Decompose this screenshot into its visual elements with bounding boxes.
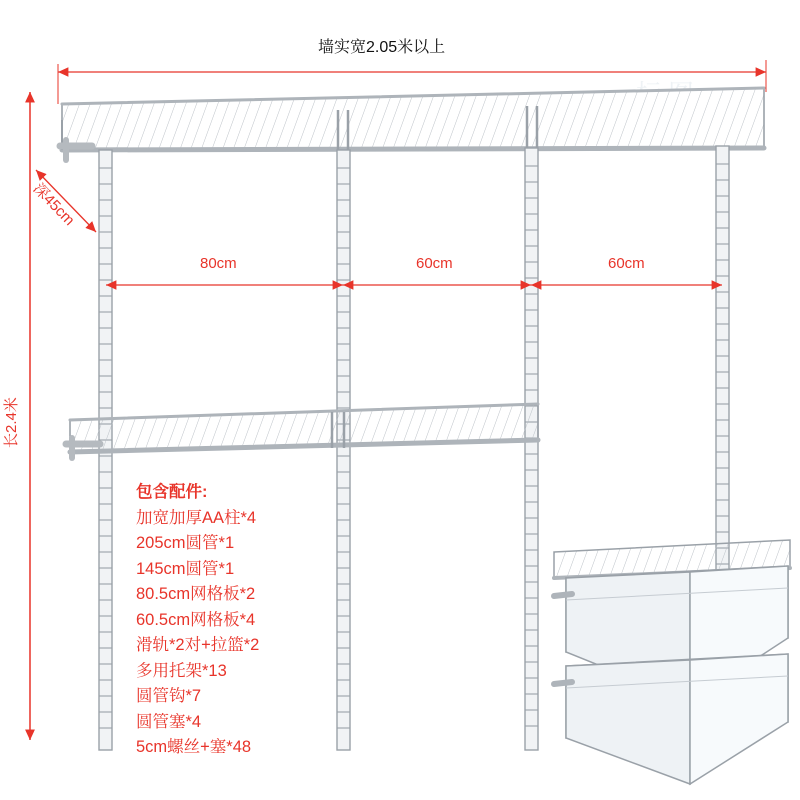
segment-label-1: 80cm [200,255,237,272]
top-shelf [58,88,766,160]
parts-list-item-7: 多用托架*13 [136,661,227,680]
parts-list-item-1: 加宽加厚AA柱*4 [136,508,257,527]
parts-list-item-10: 5cm螺丝+塞*48 [136,738,252,756]
segment-label-3: 60cm [608,255,645,272]
segment-label-2: 60cm [416,255,453,272]
parts-list-item-4: 80.5cm网格板*2 [136,585,256,603]
parts-list-item-9: 圆管塞*4 [136,712,202,731]
parts-list-item-5: 60.5cm网格板*4 [136,610,256,629]
parts-list-item-6: 滑轨*2对+拉篮*2 [136,636,260,654]
parts-list-item-8: 圆管钩*7 [136,687,202,705]
parts-list-title: 包含配件: [136,483,208,501]
wall-width-label: 墙实宽2.05米以上 [318,39,446,56]
height-label: 长2.4米 [3,397,20,448]
basket-lower [554,654,788,784]
aa-track-3 [525,148,538,750]
parts-list-item-2: 205cm圆管*1 [136,534,235,552]
basket-unit [554,540,790,784]
parts-list [136,480,259,761]
parts-list-item-3: 145cm圆管*1 [136,559,235,578]
middle-shelf [66,404,538,458]
depth-label: 深45cm [29,180,78,230]
aa-track-2 [337,150,350,750]
